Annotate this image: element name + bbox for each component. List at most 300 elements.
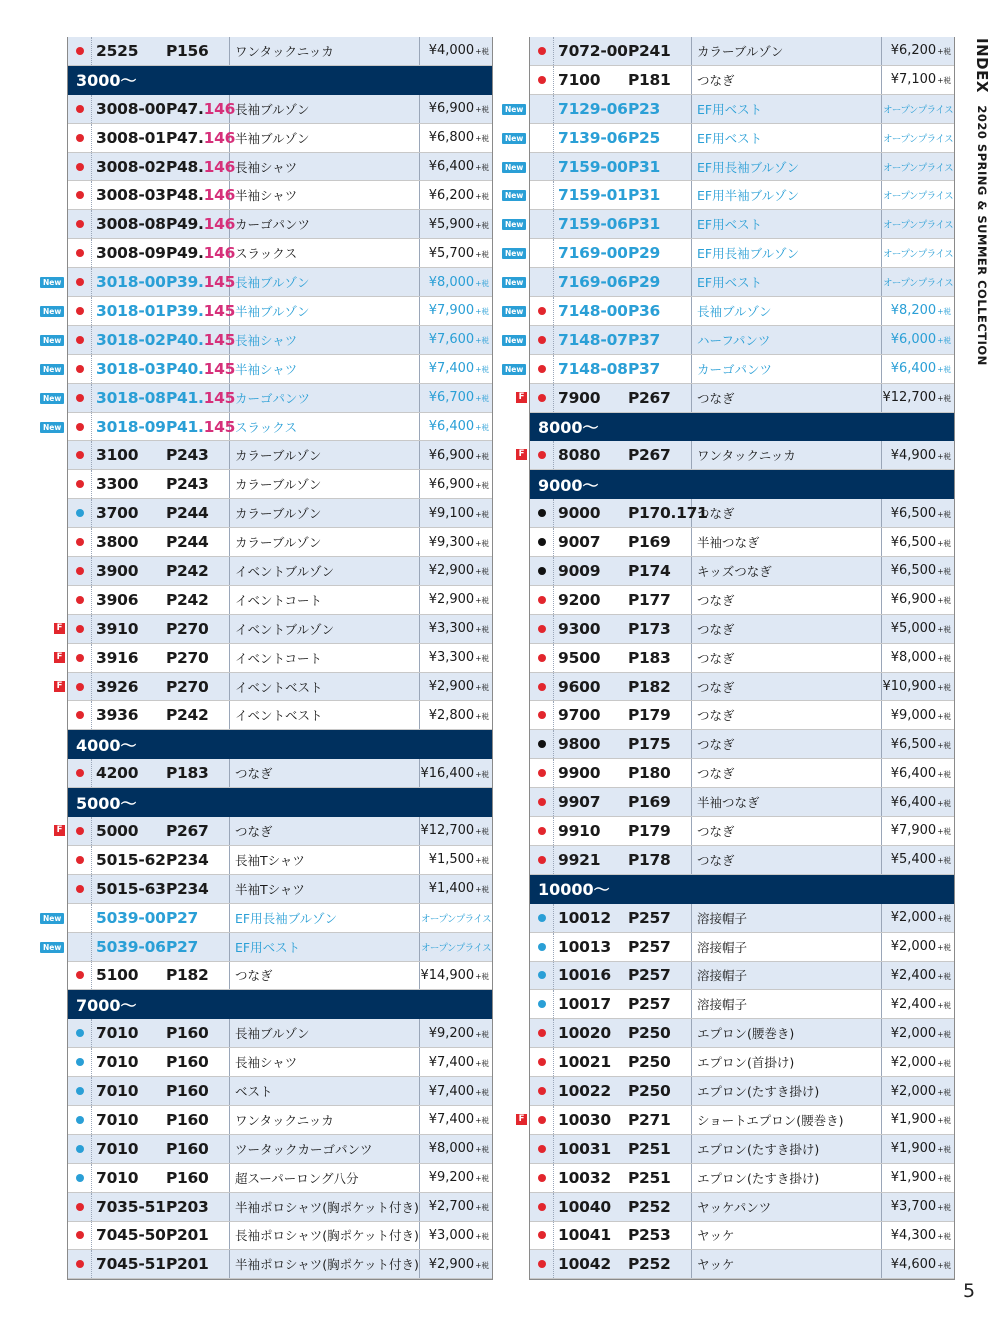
status-dot-cell <box>68 153 92 181</box>
tax-label: +税 <box>475 625 489 635</box>
price-value: ¥2,400 <box>890 996 937 1012</box>
new-badge-label: New <box>40 913 64 924</box>
product-code: 3926 <box>96 677 139 696</box>
catalog-page-number: P169 <box>628 533 671 552</box>
product-name: つなぎ <box>692 701 882 729</box>
product-price <box>420 43 492 58</box>
status-dot-cell <box>530 37 554 65</box>
price-value: ¥7,400 <box>428 361 475 377</box>
catalog-page-number: P48. <box>166 186 204 205</box>
status-dot-cell <box>68 759 92 787</box>
tax-label: +税 <box>475 596 489 606</box>
tax-label: +税 <box>937 1260 951 1270</box>
catalog-page <box>162 673 230 701</box>
price-value: ¥2,800 <box>428 707 475 723</box>
table-row <box>68 875 492 904</box>
catalog-page <box>162 470 230 498</box>
product-code: 7139-06 <box>558 128 628 147</box>
catalog-page <box>162 153 236 181</box>
price-value: ¥1,900 <box>890 1170 937 1186</box>
catalog-page-extra: 146 <box>203 244 236 263</box>
new-badge-label: New <box>502 306 526 317</box>
product-price <box>882 997 954 1012</box>
catalog-page-extra: 145 <box>203 273 236 292</box>
table-row <box>530 701 954 730</box>
product-name: 半袖Tシャツ <box>230 875 420 903</box>
catalog-page-number: P37 <box>628 330 661 349</box>
product-price <box>420 1228 492 1243</box>
catalog-page-number: P201 <box>166 1226 209 1245</box>
catalog-page <box>162 181 236 209</box>
status-dot-cell <box>530 124 554 152</box>
status-dot-cell <box>68 37 92 65</box>
tax-label: +税 <box>937 336 951 346</box>
red-dot-icon <box>538 307 546 315</box>
product-code: 9009 <box>558 561 601 580</box>
catalog-page-number: P201 <box>166 1255 209 1274</box>
red-dot-icon <box>538 1231 546 1239</box>
product-price <box>420 1055 492 1070</box>
price-value: ¥2,000 <box>890 1025 937 1041</box>
product-name: EF用ベスト <box>230 933 420 961</box>
f-badge: F <box>516 1114 527 1125</box>
status-dot-cell <box>530 701 554 729</box>
red-dot-icon <box>538 683 546 691</box>
new-badge-label: New <box>40 364 64 375</box>
price-value: ¥6,500 <box>890 534 937 550</box>
catalog-page-extra: 145 <box>203 417 236 436</box>
status-dot-cell <box>530 268 554 296</box>
blue-dot-icon <box>76 1058 84 1066</box>
catalog-page-number: P47. <box>166 99 204 118</box>
catalog-page <box>162 268 236 296</box>
product-price <box>882 1112 954 1127</box>
product-name: 長袖シャツ <box>230 153 420 181</box>
catalog-page <box>624 846 692 874</box>
side-index-label: INDEX <box>973 38 991 93</box>
product-name: 長袖ポロシャツ(胸ポケット付き) <box>230 1222 420 1250</box>
catalog-page-number: P183 <box>166 764 209 783</box>
catalog-page-number: P243 <box>166 475 209 494</box>
table-row <box>68 239 492 268</box>
catalog-page <box>162 1077 230 1105</box>
status-dot-cell <box>68 673 92 701</box>
product-code: 7045-50 <box>96 1226 166 1245</box>
new-badge <box>40 912 64 925</box>
catalog-page-number: P160 <box>166 1139 209 1158</box>
table-row <box>530 788 954 817</box>
red-dot-icon <box>538 769 546 777</box>
product-code: 9300 <box>558 619 601 638</box>
status-dot-cell <box>530 904 554 932</box>
catalog-page <box>624 355 692 383</box>
red-dot-icon <box>76 278 84 286</box>
product-code: 7148-07 <box>558 330 628 349</box>
red-dot-icon <box>76 971 84 979</box>
section-header-label: 10000～ <box>538 880 610 900</box>
blue-dot-icon <box>76 1145 84 1153</box>
price-value: ¥6,200 <box>428 187 475 203</box>
section-header <box>530 875 954 904</box>
price-value: オープンプライス <box>883 133 953 145</box>
table-row <box>68 37 492 66</box>
price-value: ¥3,700 <box>890 1199 937 1215</box>
catalog-page-number: P40. <box>166 359 204 378</box>
price-value: ¥2,000 <box>890 910 937 926</box>
new-badge-label: New <box>502 219 526 230</box>
catalog-page <box>162 355 236 383</box>
section-header <box>68 788 492 817</box>
catalog-page <box>624 615 692 643</box>
red-dot-icon <box>538 654 546 662</box>
product-price <box>420 1199 492 1214</box>
product-price <box>420 766 492 781</box>
product-price <box>882 102 954 116</box>
product-code: 5100 <box>96 966 139 985</box>
product-code: 9600 <box>558 677 601 696</box>
black-dot-icon <box>538 509 546 517</box>
section-header <box>530 470 954 499</box>
product-name: 溶接帽子 <box>692 962 882 990</box>
tax-label: +税 <box>475 1087 489 1097</box>
table-row <box>505 153 954 182</box>
product-name: EF用長袖ブルゾン <box>230 904 420 932</box>
catalog-page <box>162 499 230 527</box>
catalog-page <box>624 701 692 729</box>
price-value: ¥8,200 <box>890 303 937 319</box>
price-value: ¥4,900 <box>890 447 937 463</box>
product-price <box>420 852 492 867</box>
product-price <box>882 361 954 376</box>
table-row <box>530 37 954 66</box>
new-badge <box>502 363 526 376</box>
tax-label: +税 <box>937 394 951 404</box>
status-dot-cell <box>530 673 554 701</box>
red-dot-icon <box>76 163 84 171</box>
catalog-page <box>624 962 692 990</box>
catalog-page-number: P252 <box>628 1255 671 1274</box>
product-name: エプロン(たすき掛け) <box>692 1135 882 1163</box>
product-price <box>420 1084 492 1099</box>
catalog-page-number: P257 <box>628 966 671 985</box>
product-code: 9700 <box>558 706 601 725</box>
catalog-page <box>162 1048 230 1076</box>
catalog-page <box>162 528 230 556</box>
product-price <box>882 1084 954 1099</box>
new-badge-label: New <box>502 248 526 259</box>
catalog-page-number: P160 <box>166 1082 209 1100</box>
catalog-page-number: P250 <box>628 1024 671 1043</box>
red-dot-icon <box>76 336 84 344</box>
product-name: EF用半袖ブルゾン <box>692 181 882 209</box>
red-dot-icon <box>76 365 84 373</box>
product-price <box>420 1257 492 1272</box>
catalog-page <box>162 933 230 961</box>
catalog-page-number: P31 <box>628 157 661 176</box>
price-value: オープンプライス <box>883 249 953 261</box>
table-row <box>530 759 954 788</box>
product-price <box>882 1055 954 1070</box>
table-row <box>43 933 492 962</box>
table-row <box>518 441 954 470</box>
tax-label: +税 <box>937 538 951 548</box>
product-code: 9000 <box>558 504 601 523</box>
tax-label: +税 <box>475 654 489 664</box>
section-header-label: 4000～ <box>76 735 137 755</box>
red-dot-icon <box>76 394 84 402</box>
red-dot-icon <box>538 827 546 835</box>
product-price <box>882 679 954 694</box>
catalog-page <box>624 1222 692 1250</box>
product-code: 10032 <box>558 1168 611 1187</box>
f-badge: F <box>516 449 527 460</box>
catalog-page-number: P234 <box>166 850 209 869</box>
status-dot-cell <box>68 933 92 961</box>
catalog-page-number: P47. <box>166 128 204 147</box>
catalog-page <box>162 701 230 729</box>
product-code: 5015-63 <box>96 879 166 898</box>
product-name: 超スーパーロング八分 <box>230 1164 420 1192</box>
table-row <box>68 586 492 615</box>
product-code: 7159-06 <box>558 215 628 234</box>
catalog-page <box>624 499 708 527</box>
product-code: 7159-01 <box>558 186 628 205</box>
new-badge <box>502 218 526 231</box>
tax-label: +税 <box>475 1203 489 1213</box>
status-dot-cell <box>68 586 92 614</box>
catalog-page <box>624 990 692 1018</box>
catalog-page <box>162 1135 230 1163</box>
table-row <box>530 528 954 557</box>
product-price <box>420 130 492 145</box>
product-price <box>882 650 954 665</box>
catalog-page <box>162 1019 230 1047</box>
table-row <box>68 1106 492 1135</box>
catalog-page <box>162 1193 230 1221</box>
product-name: イベントブルゾン <box>230 615 420 643</box>
product-name: 半袖ブルゾン <box>230 297 420 325</box>
table-row <box>43 413 492 442</box>
catalog-page <box>624 673 692 701</box>
product-price <box>882 43 954 58</box>
catalog-page-number: P160 <box>166 1053 209 1072</box>
tax-label: +税 <box>937 856 951 866</box>
status-dot-cell <box>530 557 554 585</box>
product-name: カラーブルゾン <box>230 470 420 498</box>
product-price <box>882 563 954 578</box>
red-dot-icon <box>76 1260 84 1268</box>
tax-label: +税 <box>937 943 951 953</box>
red-dot-icon <box>76 567 84 575</box>
red-dot-icon <box>538 336 546 344</box>
catalog-page-number: P25 <box>628 128 661 147</box>
catalog-page <box>162 1106 230 1134</box>
red-dot-icon <box>76 769 84 777</box>
blue-dot-icon <box>76 1116 84 1124</box>
product-name: 半袖つなぎ <box>692 528 882 556</box>
catalog-page <box>624 644 692 672</box>
red-dot-icon <box>76 711 84 719</box>
tax-label: +税 <box>937 1174 951 1184</box>
catalog-page-number: P252 <box>628 1197 671 1216</box>
product-name: ヤッケパンツ <box>692 1193 882 1221</box>
tax-label: +税 <box>475 423 489 433</box>
price-value: ¥6,200 <box>890 43 937 59</box>
tax-label: +税 <box>937 567 951 577</box>
status-dot-cell <box>68 124 92 152</box>
table-row <box>56 644 492 673</box>
product-code: 10021 <box>558 1053 611 1072</box>
table-row <box>68 1193 492 1222</box>
catalog-page-number: P257 <box>628 995 671 1014</box>
price-value: ¥9,300 <box>428 534 475 550</box>
product-price <box>882 910 954 925</box>
product-code: 3018-03 <box>96 359 166 378</box>
table-row <box>56 673 492 702</box>
tax-label: +税 <box>937 1231 951 1241</box>
product-name: 長袖ブルゾン <box>692 297 882 325</box>
status-dot-cell <box>68 1077 92 1105</box>
red-dot-icon <box>538 76 546 84</box>
price-value: オープンプライス <box>883 162 953 174</box>
product-code: 7159-00 <box>558 157 628 176</box>
catalog-page-number: P180 <box>628 764 671 783</box>
table-row <box>68 1135 492 1164</box>
status-dot-cell <box>530 990 554 1018</box>
table-row <box>68 181 492 210</box>
product-code: 3008-08 <box>96 215 166 234</box>
tax-label: +税 <box>475 1145 489 1155</box>
section-header-label: 5000～ <box>76 793 137 813</box>
tax-label: +税 <box>937 509 951 519</box>
tax-label: +税 <box>937 769 951 779</box>
red-dot-icon <box>76 307 84 315</box>
catalog-page <box>162 326 236 354</box>
table-row <box>505 124 954 153</box>
product-code: 10040 <box>558 1197 611 1216</box>
red-dot-icon <box>538 1029 546 1037</box>
status-dot-cell <box>530 1222 554 1250</box>
f-badge: F <box>54 681 65 692</box>
product-price <box>420 361 492 376</box>
red-dot-icon <box>76 827 84 835</box>
black-dot-icon <box>538 567 546 575</box>
product-code: 3900 <box>96 561 139 580</box>
blue-dot-icon <box>76 1174 84 1182</box>
product-name: キッズつなぎ <box>692 557 882 585</box>
tax-label: +税 <box>937 914 951 924</box>
catalog-page <box>624 586 692 614</box>
product-name: ヤッケ <box>692 1250 882 1278</box>
status-dot-cell <box>530 730 554 758</box>
product-name: イベントベスト <box>230 701 420 729</box>
product-code: 7010 <box>96 1024 139 1043</box>
catalog-page-number: P29 <box>628 273 661 292</box>
product-code: 3018-02 <box>96 330 166 349</box>
product-price <box>882 303 954 318</box>
catalog-page-number: P242 <box>166 706 209 725</box>
catalog-page-number: P242 <box>166 561 209 580</box>
product-price <box>420 881 492 896</box>
price-value: ¥6,900 <box>428 101 475 117</box>
status-dot-cell <box>530 384 554 412</box>
tax-label: +税 <box>475 365 489 375</box>
catalog-page <box>162 904 230 932</box>
tax-label: +税 <box>475 163 489 172</box>
table-row <box>530 673 954 702</box>
catalog-page <box>624 124 692 152</box>
status-dot-cell <box>530 297 554 325</box>
new-badge-label: New <box>502 335 526 346</box>
table-row <box>530 1250 954 1279</box>
product-price <box>420 535 492 550</box>
product-name: イベントコート <box>230 586 420 614</box>
product-code: 3008-03 <box>96 186 166 205</box>
tax-label: +税 <box>937 1058 951 1068</box>
black-dot-icon <box>538 740 546 748</box>
catalog-page <box>624 66 692 94</box>
product-price <box>882 217 954 231</box>
product-name: つなぎ <box>692 730 882 758</box>
product-code: 10030 <box>558 1110 611 1129</box>
product-name: EF用ベスト <box>692 124 882 152</box>
section-header-label: 7000～ <box>76 995 137 1015</box>
product-price <box>420 448 492 463</box>
catalog-page-number: P27 <box>166 937 199 956</box>
price-value: ¥5,000 <box>890 621 937 637</box>
tax-label: +税 <box>475 885 489 895</box>
status-dot-cell <box>530 66 554 94</box>
price-value: ¥7,600 <box>428 332 475 348</box>
product-code: 3700 <box>96 504 139 523</box>
table-row <box>530 1077 954 1106</box>
catalog-page <box>624 239 692 267</box>
catalog-page <box>624 1164 692 1192</box>
status-dot-cell <box>68 701 92 729</box>
product-price <box>420 621 492 636</box>
new-badge <box>40 305 64 318</box>
red-dot-icon <box>76 856 84 864</box>
price-value: ¥2,000 <box>890 1054 937 1070</box>
tax-label: +税 <box>475 191 489 201</box>
red-dot-icon <box>76 134 84 142</box>
red-dot-icon <box>538 625 546 633</box>
tax-label: +税 <box>475 711 489 721</box>
catalog-page-number: P37 <box>628 359 661 378</box>
price-value: ¥7,400 <box>428 1083 475 1099</box>
product-name: EF用長袖ブルゾン <box>692 153 882 181</box>
catalog-page-number: P177 <box>628 590 671 609</box>
new-badge-label: New <box>40 393 64 404</box>
status-dot-cell <box>68 1222 92 1250</box>
tax-label: +税 <box>937 683 951 693</box>
product-code: 7900 <box>558 388 601 407</box>
new-badge-label: New <box>40 306 64 317</box>
status-dot-cell <box>530 95 554 123</box>
table-row <box>505 95 954 124</box>
new-badge-label: New <box>502 277 526 288</box>
price-value: ¥6,500 <box>890 563 937 579</box>
product-price <box>420 188 492 203</box>
catalog-page <box>624 1077 692 1105</box>
tax-label: +税 <box>937 1087 951 1097</box>
table-row <box>68 499 492 528</box>
product-code: 7045-51 <box>96 1255 166 1274</box>
price-value: ¥6,000 <box>890 332 937 348</box>
status-dot-cell <box>68 355 92 383</box>
product-price <box>420 679 492 694</box>
price-value: ¥9,100 <box>428 505 475 521</box>
